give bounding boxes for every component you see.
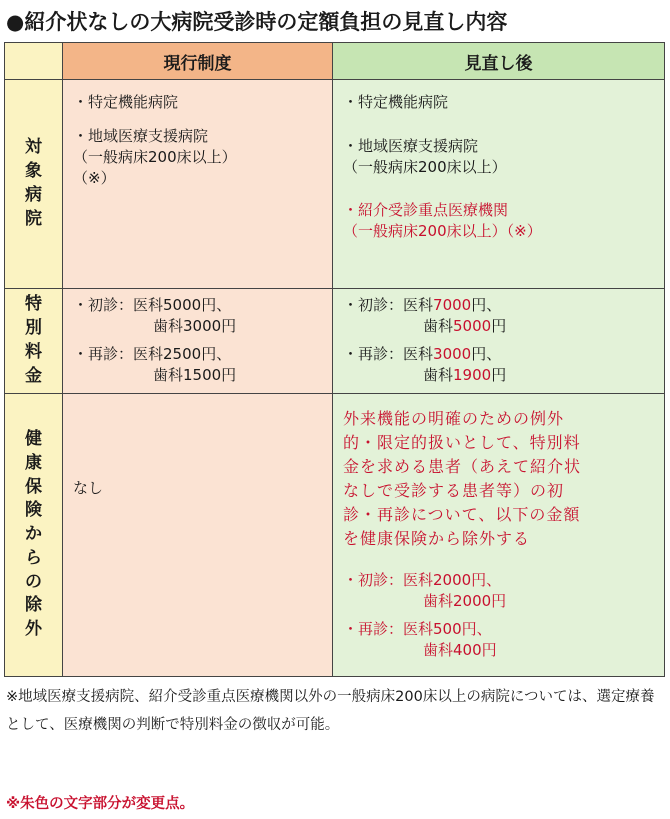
insurance-text-line-2: 的・限定的扱いとして、特別料 bbox=[343, 433, 581, 452]
target-revised-item-2: ・地域医療支援病院 bbox=[343, 137, 479, 155]
header-row bbox=[5, 43, 665, 80]
fee-revised-first-dental: 歯科5000円 bbox=[423, 317, 507, 335]
target-current-cell bbox=[63, 80, 333, 289]
target-revised-item-3: ・紹介受診重点医療機関 bbox=[343, 201, 509, 219]
insurance-fee-revisit: ・再診：医科500円、 bbox=[343, 620, 492, 638]
fee-current-cell bbox=[63, 289, 333, 394]
insurance-revised-cell bbox=[333, 394, 665, 677]
target-revised-note-1: （一般病床200床以上） bbox=[343, 158, 507, 176]
insurance-current-none: なし bbox=[73, 479, 104, 497]
insurance-fee-revisit-dental: 歯科400円 bbox=[423, 641, 497, 659]
change-legend: ※朱色の文字部分が変更点。 bbox=[6, 796, 195, 812]
footnote: ※地域医療支援病院、紹介受診重点医療機関以外の一般病床200床以上の病院については、選定療養として、医療機関の判断で特別料金の徴収が可能。 bbox=[6, 689, 655, 733]
row-label-target: 対象病院 bbox=[5, 80, 63, 289]
target-revised-cell bbox=[333, 80, 665, 289]
fee-current-revisit: ・再診：医科2500円、 bbox=[73, 345, 232, 363]
fee-current-first-dental: 歯科3000円 bbox=[153, 317, 237, 335]
insurance-text-line-6: を健康保険から除外する bbox=[343, 529, 531, 548]
insurance-text-line-3: 金を求める患者（あえて紹介状 bbox=[343, 457, 582, 476]
document-title: ●紹介状なしの大病院受診時の定額負担の見直し内容 bbox=[6, 10, 508, 34]
target-current-note-1: （一般病床200床以上） bbox=[73, 148, 237, 166]
row-label-insurance: 健康保険からの除外 bbox=[5, 394, 63, 677]
fee-revised-cell bbox=[333, 289, 665, 394]
header-current: 現行制度 bbox=[63, 43, 333, 80]
target-current-item-1: ・特定機能病院 bbox=[73, 93, 179, 111]
fee-revised-revisit: ・再診：医科3000円、 bbox=[343, 345, 502, 363]
insurance-fee-first-dental: 歯科2000円 bbox=[423, 592, 507, 610]
target-current-note-2: （※） bbox=[73, 169, 116, 187]
target-revised-note-2: （一般病床200床以上）（※） bbox=[343, 222, 542, 240]
row-target-hospitals bbox=[5, 80, 665, 289]
target-revised-item-1: ・特定機能病院 bbox=[343, 93, 449, 111]
insurance-current-cell bbox=[63, 394, 333, 677]
fee-revised-first: ・初診：医科7000円、 bbox=[343, 296, 502, 314]
fee-revised-revisit-dental: 歯科1900円 bbox=[423, 366, 507, 384]
row-label-fee: 特別料金 bbox=[5, 289, 63, 394]
insurance-text-line-4: なしで受診する患者等）の初 bbox=[343, 481, 565, 500]
corner-cell bbox=[5, 43, 63, 80]
fee-current-revisit-dental: 歯科1500円 bbox=[153, 366, 237, 384]
row-insurance-exclusion bbox=[5, 394, 665, 677]
insurance-text-line-1: 外来機能の明確のための例外 bbox=[343, 409, 565, 428]
header-revised: 見直し後 bbox=[333, 43, 665, 80]
target-current-item-2: ・地域医療支援病院 bbox=[73, 127, 209, 145]
comparison-table bbox=[4, 42, 665, 677]
insurance-fee-first: ・初診：医科2000円、 bbox=[343, 571, 502, 589]
insurance-text-line-5: 診・再診について、以下の金額 bbox=[343, 505, 581, 524]
fee-current-first: ・初診：医科5000円、 bbox=[73, 296, 232, 314]
row-special-fee bbox=[5, 289, 665, 394]
